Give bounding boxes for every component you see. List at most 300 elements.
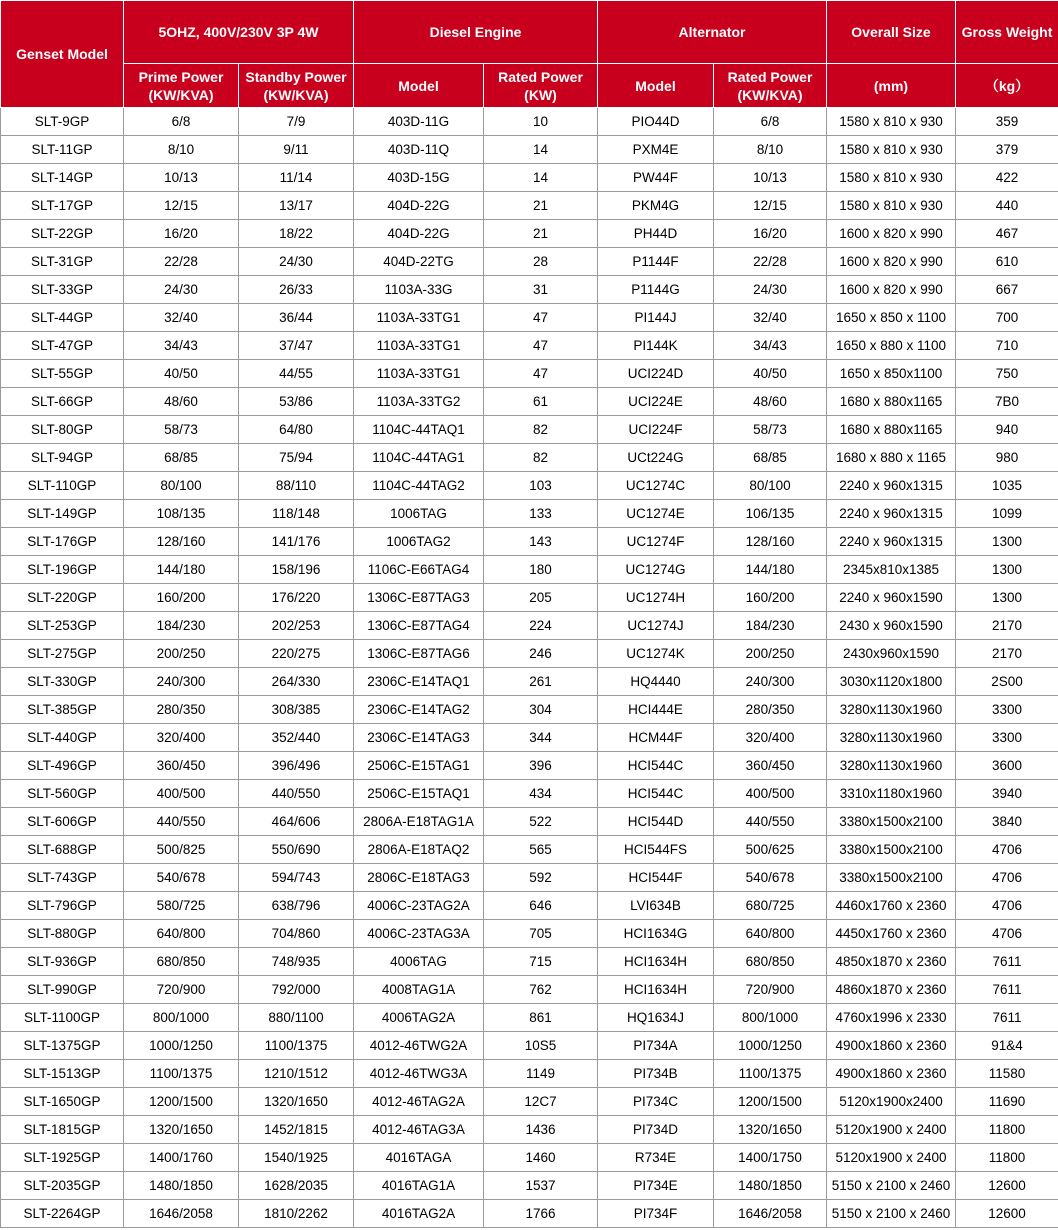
- cell-engine-rated-power: 10: [484, 108, 598, 136]
- cell-standby-power: 18/22: [239, 220, 354, 248]
- cell-overall-size: 4860x1870 x 2360: [827, 976, 956, 1004]
- cell-engine-model: 4016TAG2A: [354, 1200, 484, 1228]
- cell-alternator-rated-power: 6/8: [714, 108, 827, 136]
- cell-gross-weight: 11580: [956, 1060, 1058, 1088]
- header-alternator-model: Model: [598, 64, 714, 108]
- cell-prime-power: 1400/1760: [124, 1144, 239, 1172]
- cell-gross-weight: 2170: [956, 640, 1058, 668]
- cell-genset-model: SLT-31GP: [1, 248, 124, 276]
- cell-standby-power: 638/796: [239, 892, 354, 920]
- cell-gross-weight: 359: [956, 108, 1058, 136]
- cell-standby-power: 704/860: [239, 920, 354, 948]
- cell-prime-power: 40/50: [124, 360, 239, 388]
- cell-standby-power: 1100/1375: [239, 1032, 354, 1060]
- cell-overall-size: 2240 x 960x1315: [827, 500, 956, 528]
- cell-engine-rated-power: 304: [484, 696, 598, 724]
- cell-standby-power: 1540/1925: [239, 1144, 354, 1172]
- cell-alternator-model: PI734D: [598, 1116, 714, 1144]
- table-row: [1, 640, 1058, 668]
- cell-engine-model: 1103A-33G: [354, 276, 484, 304]
- cell-alternator-model: HCI544D: [598, 808, 714, 836]
- cell-engine-rated-power: 61: [484, 388, 598, 416]
- cell-genset-model: SLT-9GP: [1, 108, 124, 136]
- cell-genset-model: SLT-1100GP: [1, 1004, 124, 1032]
- table-row: [1, 472, 1058, 500]
- header-engine-rated-power-label: Rated Power: [498, 68, 583, 85]
- cell-engine-model: 1103A-33TG2: [354, 388, 484, 416]
- cell-overall-size: 2240 x 960x1315: [827, 472, 956, 500]
- cell-standby-power: 37/47: [239, 332, 354, 360]
- cell-prime-power: 10/13: [124, 164, 239, 192]
- cell-engine-model: 4016TAGA: [354, 1144, 484, 1172]
- cell-engine-model: 4006TAG2A: [354, 1004, 484, 1032]
- cell-overall-size: 4900x1860 x 2360: [827, 1060, 956, 1088]
- cell-prime-power: 58/73: [124, 416, 239, 444]
- cell-engine-rated-power: 82: [484, 416, 598, 444]
- cell-overall-size: 1580 x 810 x 930: [827, 164, 956, 192]
- cell-alternator-rated-power: 500/625: [714, 836, 827, 864]
- cell-overall-size: 1680 x 880x1165: [827, 388, 956, 416]
- table-row: [1, 920, 1058, 948]
- cell-prime-power: 640/800: [124, 920, 239, 948]
- cell-gross-weight: 3600: [956, 752, 1058, 780]
- cell-engine-rated-power: 180: [484, 556, 598, 584]
- cell-prime-power: 6/8: [124, 108, 239, 136]
- cell-standby-power: 396/496: [239, 752, 354, 780]
- cell-engine-rated-power: 143: [484, 528, 598, 556]
- cell-alternator-model: HCI1634H: [598, 948, 714, 976]
- cell-alternator-rated-power: 22/28: [714, 248, 827, 276]
- cell-alternator-rated-power: 1480/1850: [714, 1172, 827, 1200]
- cell-engine-model: 2806C-E18TAG3: [354, 864, 484, 892]
- cell-engine-rated-power: 434: [484, 780, 598, 808]
- cell-engine-model: 403D-15G: [354, 164, 484, 192]
- cell-alternator-rated-power: 10/13: [714, 164, 827, 192]
- cell-genset-model: SLT-55GP: [1, 360, 124, 388]
- header-standby-power: [239, 64, 354, 108]
- cell-overall-size: 1580 x 810 x 930: [827, 192, 956, 220]
- cell-engine-rated-power: 261: [484, 668, 598, 696]
- cell-genset-model: SLT-606GP: [1, 808, 124, 836]
- cell-genset-model: SLT-743GP: [1, 864, 124, 892]
- cell-alternator-model: UC1274J: [598, 612, 714, 640]
- cell-gross-weight: 12600: [956, 1172, 1058, 1200]
- cell-alternator-rated-power: 540/678: [714, 864, 827, 892]
- cell-prime-power: 24/30: [124, 276, 239, 304]
- cell-engine-rated-power: 592: [484, 864, 598, 892]
- cell-genset-model: SLT-880GP: [1, 920, 124, 948]
- table-row: [1, 1116, 1058, 1144]
- cell-alternator-model: P1144G: [598, 276, 714, 304]
- cell-gross-weight: 710: [956, 332, 1058, 360]
- cell-alternator-model: PI734F: [598, 1200, 714, 1228]
- cell-alternator-rated-power: 48/60: [714, 388, 827, 416]
- cell-engine-model: 2306C-E14TAG2: [354, 696, 484, 724]
- cell-engine-model: 404D-22G: [354, 220, 484, 248]
- cell-alternator-model: PXM4E: [598, 136, 714, 164]
- cell-overall-size: 3280x1130x1960: [827, 696, 956, 724]
- cell-genset-model: SLT-1650GP: [1, 1088, 124, 1116]
- cell-engine-model: 1103A-33TG1: [354, 360, 484, 388]
- table-row: [1, 1004, 1058, 1032]
- cell-overall-size: 3310x1180x1960: [827, 780, 956, 808]
- cell-genset-model: SLT-936GP: [1, 948, 124, 976]
- cell-engine-model: 2306C-E14TAQ1: [354, 668, 484, 696]
- cell-alternator-model: PI734B: [598, 1060, 714, 1088]
- cell-genset-model: SLT-44GP: [1, 304, 124, 332]
- cell-engine-rated-power: 224: [484, 612, 598, 640]
- cell-standby-power: 7/9: [239, 108, 354, 136]
- cell-engine-rated-power: 646: [484, 892, 598, 920]
- header-standby-power-unit: (KW/KVA): [263, 86, 329, 103]
- cell-standby-power: 141/176: [239, 528, 354, 556]
- cell-prime-power: 1320/1650: [124, 1116, 239, 1144]
- cell-genset-model: SLT-1375GP: [1, 1032, 124, 1060]
- table-row: [1, 612, 1058, 640]
- cell-alternator-rated-power: 320/400: [714, 724, 827, 752]
- cell-gross-weight: 3300: [956, 724, 1058, 752]
- cell-engine-rated-power: 21: [484, 220, 598, 248]
- cell-engine-rated-power: 861: [484, 1004, 598, 1032]
- cell-alternator-rated-power: 8/10: [714, 136, 827, 164]
- cell-alternator-model: UC1274C: [598, 472, 714, 500]
- cell-engine-model: 1306C-E87TAG6: [354, 640, 484, 668]
- table-row: [1, 1144, 1058, 1172]
- cell-gross-weight: 667: [956, 276, 1058, 304]
- cell-engine-rated-power: 1149: [484, 1060, 598, 1088]
- cell-alternator-rated-power: 720/900: [714, 976, 827, 1004]
- cell-engine-model: 4012-46TWG3A: [354, 1060, 484, 1088]
- cell-overall-size: 3380x1500x2100: [827, 864, 956, 892]
- cell-engine-model: 4012-46TAG2A: [354, 1088, 484, 1116]
- cell-alternator-rated-power: 24/30: [714, 276, 827, 304]
- cell-genset-model: SLT-14GP: [1, 164, 124, 192]
- cell-engine-model: 1006TAG2: [354, 528, 484, 556]
- cell-engine-model: 4012-46TAG3A: [354, 1116, 484, 1144]
- cell-prime-power: 22/28: [124, 248, 239, 276]
- header-prime-power-label: Prime Power: [138, 68, 224, 85]
- cell-alternator-model: HQ4440: [598, 668, 714, 696]
- cell-prime-power: 580/725: [124, 892, 239, 920]
- cell-overall-size: 3280x1130x1960: [827, 752, 956, 780]
- cell-overall-size: 1580 x 810 x 930: [827, 136, 956, 164]
- cell-standby-power: 352/440: [239, 724, 354, 752]
- cell-prime-power: 80/100: [124, 472, 239, 500]
- cell-engine-rated-power: 705: [484, 920, 598, 948]
- cell-standby-power: 53/86: [239, 388, 354, 416]
- cell-engine-rated-power: 47: [484, 304, 598, 332]
- cell-overall-size: 1600 x 820 x 990: [827, 220, 956, 248]
- cell-alternator-rated-power: 34/43: [714, 332, 827, 360]
- cell-engine-rated-power: 1537: [484, 1172, 598, 1200]
- cell-alternator-rated-power: 160/200: [714, 584, 827, 612]
- cell-engine-rated-power: 1766: [484, 1200, 598, 1228]
- table-row: [1, 108, 1058, 136]
- cell-engine-model: 1103A-33TG1: [354, 304, 484, 332]
- cell-engine-model: 2806A-E18TAG1A: [354, 808, 484, 836]
- cell-alternator-rated-power: 68/85: [714, 444, 827, 472]
- cell-prime-power: 160/200: [124, 584, 239, 612]
- table-row: [1, 864, 1058, 892]
- cell-gross-weight: 4706: [956, 920, 1058, 948]
- cell-genset-model: SLT-17GP: [1, 192, 124, 220]
- cell-overall-size: 1650 x 850 x 1100: [827, 304, 956, 332]
- table-row: [1, 528, 1058, 556]
- cell-alternator-rated-power: 800/1000: [714, 1004, 827, 1032]
- cell-engine-model: 2306C-E14TAG3: [354, 724, 484, 752]
- cell-alternator-rated-power: 360/450: [714, 752, 827, 780]
- cell-alternator-rated-power: 680/850: [714, 948, 827, 976]
- cell-engine-model: 1006TAG: [354, 500, 484, 528]
- table-header: [1, 1, 1058, 108]
- cell-engine-rated-power: 10S5: [484, 1032, 598, 1060]
- cell-overall-size: 2240 x 960x1315: [827, 528, 956, 556]
- cell-prime-power: 1646/2058: [124, 1200, 239, 1228]
- cell-engine-rated-power: 12C7: [484, 1088, 598, 1116]
- table-row: [1, 976, 1058, 1004]
- cell-genset-model: SLT-1925GP: [1, 1144, 124, 1172]
- cell-prime-power: 320/400: [124, 724, 239, 752]
- cell-gross-weight: 91&4: [956, 1032, 1058, 1060]
- table-row: [1, 780, 1058, 808]
- cell-alternator-rated-power: 1200/1500: [714, 1088, 827, 1116]
- header-alternator-rated-power-unit: (KW/KVA): [737, 86, 803, 103]
- cell-gross-weight: 7611: [956, 948, 1058, 976]
- cell-genset-model: SLT-11GP: [1, 136, 124, 164]
- cell-gross-weight: 2170: [956, 612, 1058, 640]
- cell-alternator-model: UCI224D: [598, 360, 714, 388]
- cell-overall-size: 1600 x 820 x 990: [827, 276, 956, 304]
- table-row: [1, 556, 1058, 584]
- cell-standby-power: 44/55: [239, 360, 354, 388]
- cell-genset-model: SLT-176GP: [1, 528, 124, 556]
- table-row: [1, 332, 1058, 360]
- cell-gross-weight: 4706: [956, 836, 1058, 864]
- cell-standby-power: 1452/1815: [239, 1116, 354, 1144]
- cell-alternator-model: PI734E: [598, 1172, 714, 1200]
- cell-alternator-model: LVI634B: [598, 892, 714, 920]
- table-row: [1, 1032, 1058, 1060]
- cell-overall-size: 3030x1120x1800: [827, 668, 956, 696]
- cell-prime-power: 16/20: [124, 220, 239, 248]
- cell-gross-weight: 1035: [956, 472, 1058, 500]
- cell-engine-rated-power: 14: [484, 164, 598, 192]
- cell-alternator-model: PKM4G: [598, 192, 714, 220]
- cell-engine-rated-power: 82: [484, 444, 598, 472]
- cell-gross-weight: 750: [956, 360, 1058, 388]
- cell-engine-rated-power: 28: [484, 248, 598, 276]
- cell-alternator-rated-power: 280/350: [714, 696, 827, 724]
- cell-alternator-model: HCI1634H: [598, 976, 714, 1004]
- cell-engine-rated-power: 246: [484, 640, 598, 668]
- cell-standby-power: 1210/1512: [239, 1060, 354, 1088]
- cell-alternator-model: UCI224E: [598, 388, 714, 416]
- cell-overall-size: 1580 x 810 x 930: [827, 108, 956, 136]
- cell-overall-size: 5150 x 2100 x 2460: [827, 1200, 956, 1228]
- cell-prime-power: 1000/1250: [124, 1032, 239, 1060]
- cell-gross-weight: 700: [956, 304, 1058, 332]
- cell-overall-size: 2345x810x1385: [827, 556, 956, 584]
- cell-gross-weight: 3840: [956, 808, 1058, 836]
- table-row: [1, 444, 1058, 472]
- header-group-alternator: Alternator: [598, 1, 827, 64]
- cell-engine-model: 2506C-E15TAQ1: [354, 780, 484, 808]
- cell-overall-size: 5120x1900 x 2400: [827, 1116, 956, 1144]
- cell-alternator-rated-power: 16/20: [714, 220, 827, 248]
- header-gross-weight: Gross Weight: [956, 1, 1058, 64]
- cell-prime-power: 720/900: [124, 976, 239, 1004]
- cell-engine-rated-power: 522: [484, 808, 598, 836]
- cell-prime-power: 400/500: [124, 780, 239, 808]
- header-alternator-rated-power-label: Rated Power: [727, 68, 813, 85]
- cell-alternator-rated-power: 440/550: [714, 808, 827, 836]
- cell-overall-size: 5150 x 2100 x 2460: [827, 1172, 956, 1200]
- cell-prime-power: 800/1000: [124, 1004, 239, 1032]
- cell-genset-model: SLT-2264GP: [1, 1200, 124, 1228]
- cell-engine-model: 1104C-44TAG1: [354, 444, 484, 472]
- cell-prime-power: 440/550: [124, 808, 239, 836]
- cell-gross-weight: 4706: [956, 864, 1058, 892]
- cell-standby-power: 11/14: [239, 164, 354, 192]
- cell-engine-model: 4012-46TWG2A: [354, 1032, 484, 1060]
- cell-prime-power: 48/60: [124, 388, 239, 416]
- cell-engine-model: 4006C-23TAG2A: [354, 892, 484, 920]
- cell-gross-weight: 11690: [956, 1088, 1058, 1116]
- cell-prime-power: 8/10: [124, 136, 239, 164]
- table-row: [1, 1060, 1058, 1088]
- cell-overall-size: 4450x1760 x 2360: [827, 920, 956, 948]
- cell-alternator-rated-power: 40/50: [714, 360, 827, 388]
- table-row: [1, 724, 1058, 752]
- cell-standby-power: 264/330: [239, 668, 354, 696]
- header-engine-model: Model: [354, 64, 484, 108]
- cell-alternator-rated-power: 1000/1250: [714, 1032, 827, 1060]
- cell-genset-model: SLT-66GP: [1, 388, 124, 416]
- cell-standby-power: 118/148: [239, 500, 354, 528]
- cell-engine-model: 1103A-33TG1: [354, 332, 484, 360]
- cell-engine-rated-power: 21: [484, 192, 598, 220]
- cell-engine-model: 403D-11G: [354, 108, 484, 136]
- cell-standby-power: 550/690: [239, 836, 354, 864]
- cell-prime-power: 128/160: [124, 528, 239, 556]
- table-row: [1, 948, 1058, 976]
- cell-engine-model: 1106C-E66TAG4: [354, 556, 484, 584]
- cell-genset-model: SLT-94GP: [1, 444, 124, 472]
- header-prime-power: [124, 64, 239, 108]
- cell-prime-power: 32/40: [124, 304, 239, 332]
- cell-alternator-model: PIO44D: [598, 108, 714, 136]
- cell-overall-size: 5120x1900x2400: [827, 1088, 956, 1116]
- cell-standby-power: 202/253: [239, 612, 354, 640]
- cell-standby-power: 220/275: [239, 640, 354, 668]
- cell-prime-power: 1480/1850: [124, 1172, 239, 1200]
- cell-genset-model: SLT-330GP: [1, 668, 124, 696]
- header-group-power: 5OHZ, 400V/230V 3P 4W: [124, 1, 354, 64]
- cell-alternator-rated-power: 200/250: [714, 640, 827, 668]
- cell-alternator-model: PI144K: [598, 332, 714, 360]
- cell-overall-size: 1680 x 880 x 1165: [827, 444, 956, 472]
- cell-gross-weight: 610: [956, 248, 1058, 276]
- table-row: [1, 360, 1058, 388]
- cell-gross-weight: 1300: [956, 584, 1058, 612]
- cell-alternator-rated-power: 106/135: [714, 500, 827, 528]
- cell-prime-power: 540/678: [124, 864, 239, 892]
- cell-prime-power: 144/180: [124, 556, 239, 584]
- cell-alternator-model: UC1274H: [598, 584, 714, 612]
- cell-overall-size: 2240 x 960x1590: [827, 584, 956, 612]
- cell-genset-model: SLT-496GP: [1, 752, 124, 780]
- cell-alternator-model: UC1274F: [598, 528, 714, 556]
- cell-prime-power: 280/350: [124, 696, 239, 724]
- cell-engine-rated-power: 133: [484, 500, 598, 528]
- cell-alternator-model: HCI544C: [598, 780, 714, 808]
- cell-overall-size: 3380x1500x2100: [827, 836, 956, 864]
- cell-standby-power: 24/30: [239, 248, 354, 276]
- cell-gross-weight: 4706: [956, 892, 1058, 920]
- cell-engine-rated-power: 103: [484, 472, 598, 500]
- cell-engine-model: 1104C-44TAQ1: [354, 416, 484, 444]
- cell-engine-model: 4006TAG: [354, 948, 484, 976]
- header-engine-rated-power: [484, 64, 598, 108]
- cell-genset-model: SLT-33GP: [1, 276, 124, 304]
- cell-gross-weight: 3300: [956, 696, 1058, 724]
- table-row: [1, 668, 1058, 696]
- cell-engine-rated-power: 715: [484, 948, 598, 976]
- cell-engine-rated-power: 565: [484, 836, 598, 864]
- cell-alternator-model: UCI224F: [598, 416, 714, 444]
- cell-standby-power: 176/220: [239, 584, 354, 612]
- cell-alternator-model: HCI544FS: [598, 836, 714, 864]
- cell-engine-rated-power: 1460: [484, 1144, 598, 1172]
- cell-alternator-model: UC1274G: [598, 556, 714, 584]
- cell-overall-size: 4900x1860 x 2360: [827, 1032, 956, 1060]
- cell-prime-power: 240/300: [124, 668, 239, 696]
- cell-genset-model: SLT-990GP: [1, 976, 124, 1004]
- cell-standby-power: 1320/1650: [239, 1088, 354, 1116]
- header-alternator-rated-power: [714, 64, 827, 108]
- table-row: [1, 192, 1058, 220]
- cell-gross-weight: 379: [956, 136, 1058, 164]
- cell-engine-rated-power: 205: [484, 584, 598, 612]
- cell-engine-rated-power: 396: [484, 752, 598, 780]
- cell-genset-model: SLT-2035GP: [1, 1172, 124, 1200]
- cell-standby-power: 9/11: [239, 136, 354, 164]
- cell-gross-weight: 940: [956, 416, 1058, 444]
- cell-standby-power: 594/743: [239, 864, 354, 892]
- cell-standby-power: 158/196: [239, 556, 354, 584]
- cell-alternator-model: R734E: [598, 1144, 714, 1172]
- cell-alternator-rated-power: 128/160: [714, 528, 827, 556]
- cell-alternator-model: HCI444E: [598, 696, 714, 724]
- cell-alternator-rated-power: 80/100: [714, 472, 827, 500]
- table-row: [1, 752, 1058, 780]
- cell-overall-size: 1650 x 880 x 1100: [827, 332, 956, 360]
- cell-alternator-model: PW44F: [598, 164, 714, 192]
- cell-genset-model: SLT-110GP: [1, 472, 124, 500]
- table-row: [1, 136, 1058, 164]
- cell-prime-power: 12/15: [124, 192, 239, 220]
- cell-standby-power: 36/44: [239, 304, 354, 332]
- cell-alternator-rated-power: 32/40: [714, 304, 827, 332]
- cell-overall-size: 2430x960x1590: [827, 640, 956, 668]
- cell-overall-size: 1680 x 880x1165: [827, 416, 956, 444]
- cell-engine-rated-power: 1436: [484, 1116, 598, 1144]
- cell-gross-weight: 1099: [956, 500, 1058, 528]
- cell-engine-model: 4016TAG1A: [354, 1172, 484, 1200]
- cell-prime-power: 34/43: [124, 332, 239, 360]
- cell-prime-power: 1200/1500: [124, 1088, 239, 1116]
- cell-genset-model: SLT-275GP: [1, 640, 124, 668]
